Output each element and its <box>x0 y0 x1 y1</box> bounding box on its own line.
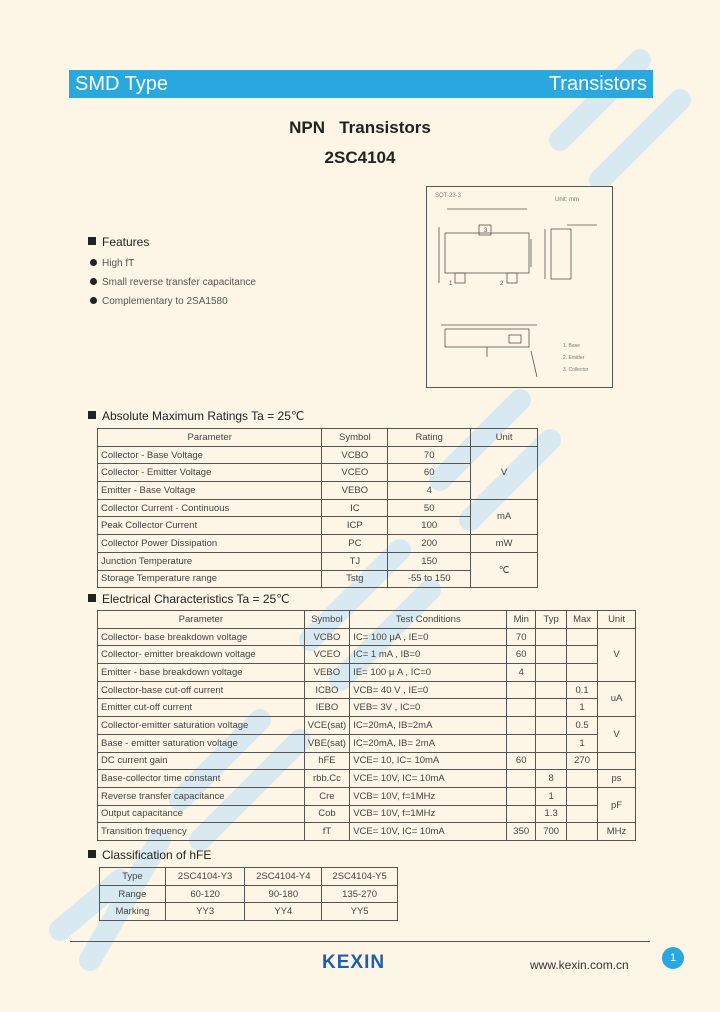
table-header-row <box>98 429 538 447</box>
parameter-cell: Collector - Base Voltage <box>98 446 322 464</box>
table-row <box>98 535 538 553</box>
parameter-cell: Collector - Emitter Voltage <box>98 464 322 482</box>
parameter-cell: Collector Current - Continuous <box>98 499 322 517</box>
column-header: Parameter <box>98 611 305 629</box>
table-header-row <box>98 611 636 629</box>
symbol-cell: TJ <box>322 552 388 570</box>
rating-cell: 150 <box>388 552 471 570</box>
column-header: Parameter <box>98 429 322 447</box>
unit-cell: V <box>598 628 636 681</box>
abs-max-table <box>97 428 538 588</box>
square-bullet-icon <box>88 237 96 245</box>
unit-cell <box>598 752 636 770</box>
kexin-logo: KEXIN <box>322 952 386 973</box>
square-bullet-icon <box>88 411 96 419</box>
table-row: Base - emitter saturation voltage VBE(sat) IC=20mA, IB= 2mA 1 <box>98 734 636 752</box>
rating-cell: 200 <box>388 535 471 553</box>
column-header: Typ <box>536 611 567 629</box>
symbol-cell: PC <box>322 535 388 553</box>
package-label: SOT-23-3 <box>435 193 462 199</box>
header-left: SMD Type <box>75 72 168 95</box>
table-header-row: Type 2SC4104-Y3 2SC4104-Y4 2SC4104-Y5 <box>100 868 398 886</box>
table-row: Transition frequency fT VCE= 10V, IC= 10mA 350 700 MHz <box>98 823 636 841</box>
rating-cell: 70 <box>388 446 471 464</box>
column-header: Test Conditions <box>350 611 507 629</box>
rating-cell: -55 to 150 <box>388 570 471 588</box>
features-heading: Features <box>88 235 149 249</box>
table-row: Reverse transfer capacitance Cre VCB= 10V, f=1MHz 1 pF <box>98 787 636 805</box>
symbol-cell: VCBO <box>322 446 388 464</box>
header-right: Transistors <box>548 72 647 95</box>
bullet-icon <box>90 259 97 266</box>
footer-url[interactable]: www.kexin.com.cn <box>530 958 629 972</box>
unit-cell: mW <box>471 535 538 553</box>
features-list <box>90 254 256 311</box>
table-row: DC current gain hFE VCE= 10, IC= 10mA 60 270 <box>98 752 636 770</box>
abs-max-heading: Absolute Maximum Ratings Ta = 25℃ <box>88 409 304 423</box>
parameter-cell: Storage Temperature range <box>98 570 322 588</box>
unit-cell: MHz <box>598 823 636 841</box>
table-row: Collector- emitter breakdown voltage VCEO IC= 1 mA , IB=0 60 <box>98 646 636 664</box>
table-row: Base-collector time constant rbb.Cc VCE= 10V, IC= 10mA 8 ps <box>98 770 636 788</box>
package-outline-icon <box>427 187 612 387</box>
title-part: 2SC4104 <box>324 148 396 167</box>
table-row: Emitter cut-off current IEBO VEB= 3V , IC=0 1 <box>98 699 636 717</box>
unit-cell: V <box>598 717 636 752</box>
table-row: Output capacitance Cob VCB= 10V, f=1MHz 1.3 <box>98 805 636 823</box>
pin-legend-item: 1. Base <box>563 343 580 349</box>
symbol-cell: VCEO <box>322 464 388 482</box>
rating-cell: 4 <box>388 482 471 500</box>
column-header: Rating <box>388 429 471 447</box>
unit-cell: ℃ <box>471 552 538 587</box>
table-row: Range 60-120 90-180 135-270 <box>100 885 398 903</box>
footer-divider <box>70 941 650 942</box>
column-header: Symbol <box>322 429 388 447</box>
classification-table <box>99 867 398 921</box>
rating-cell: 100 <box>388 517 471 535</box>
column-header: Symbol <box>304 611 350 629</box>
pin-label: 2 <box>500 281 504 287</box>
page-number: 1 <box>662 947 684 969</box>
table-row: Emitter - base breakdown voltage VEBO IE= 100 μ A , IC=0 4 <box>98 664 636 682</box>
rating-cell: 50 <box>388 499 471 517</box>
table-row <box>98 499 538 517</box>
pin-label: 3 <box>484 228 488 234</box>
parameter-cell: Junction Temperature <box>98 552 322 570</box>
feature-item: Small reverse transfer capacitance <box>90 273 256 292</box>
elec-heading: Electrical Characteristics Ta = 25℃ <box>88 592 290 606</box>
unit-cell: mA <box>471 499 538 534</box>
unit-cell: uA <box>598 681 636 716</box>
pin-label: 1 <box>449 281 453 287</box>
table-row <box>98 552 538 570</box>
unit-cell: V <box>471 446 538 499</box>
parameter-cell: Collector Power Dissipation <box>98 535 322 553</box>
header-bar <box>69 70 653 98</box>
pin-legend-item: 2. Emitter <box>563 355 585 361</box>
symbol-cell: VEBO <box>322 482 388 500</box>
classification-heading: Classification of hFE <box>88 848 211 862</box>
title-type: NPN Transistors <box>289 118 431 137</box>
package-unit: Unit: mm <box>555 197 579 203</box>
table-row: Collector-base cut-off current ICBO VCB= 40 V , IE=0 0.1 uA <box>98 681 636 699</box>
column-header: Min <box>507 611 536 629</box>
bullet-icon <box>90 297 97 304</box>
square-bullet-icon <box>88 850 96 858</box>
column-header: Max <box>567 611 598 629</box>
column-header: Unit <box>598 611 636 629</box>
symbol-cell: ICP <box>322 517 388 535</box>
symbol-cell: IC <box>322 499 388 517</box>
unit-cell: ps <box>598 770 636 788</box>
table-row: Collector-emitter saturation voltage VCE(sat) IC=20mA, IB=2mA 0.5 V <box>98 717 636 735</box>
feature-item: Complementary to 2SA1580 <box>90 292 256 311</box>
parameter-cell: Emitter - Base Voltage <box>98 482 322 500</box>
table-row <box>98 446 538 464</box>
elec-table <box>97 610 636 841</box>
table-row: Marking YY3 YY4 YY5 <box>100 903 398 921</box>
unit-cell: pF <box>598 787 636 822</box>
feature-item: High fT <box>90 254 256 273</box>
square-bullet-icon <box>88 594 96 602</box>
rating-cell: 60 <box>388 464 471 482</box>
parameter-cell: Peak Collector Current <box>98 517 322 535</box>
column-header: Unit <box>471 429 538 447</box>
pin-legend-item: 3. Collector <box>563 367 589 373</box>
bullet-icon <box>90 278 97 285</box>
table-row: Collector- base breakdown voltage VCBO IC= 100 μA , IE=0 70 V <box>98 628 636 646</box>
package-drawing <box>426 186 613 388</box>
symbol-cell: Tstg <box>322 570 388 588</box>
